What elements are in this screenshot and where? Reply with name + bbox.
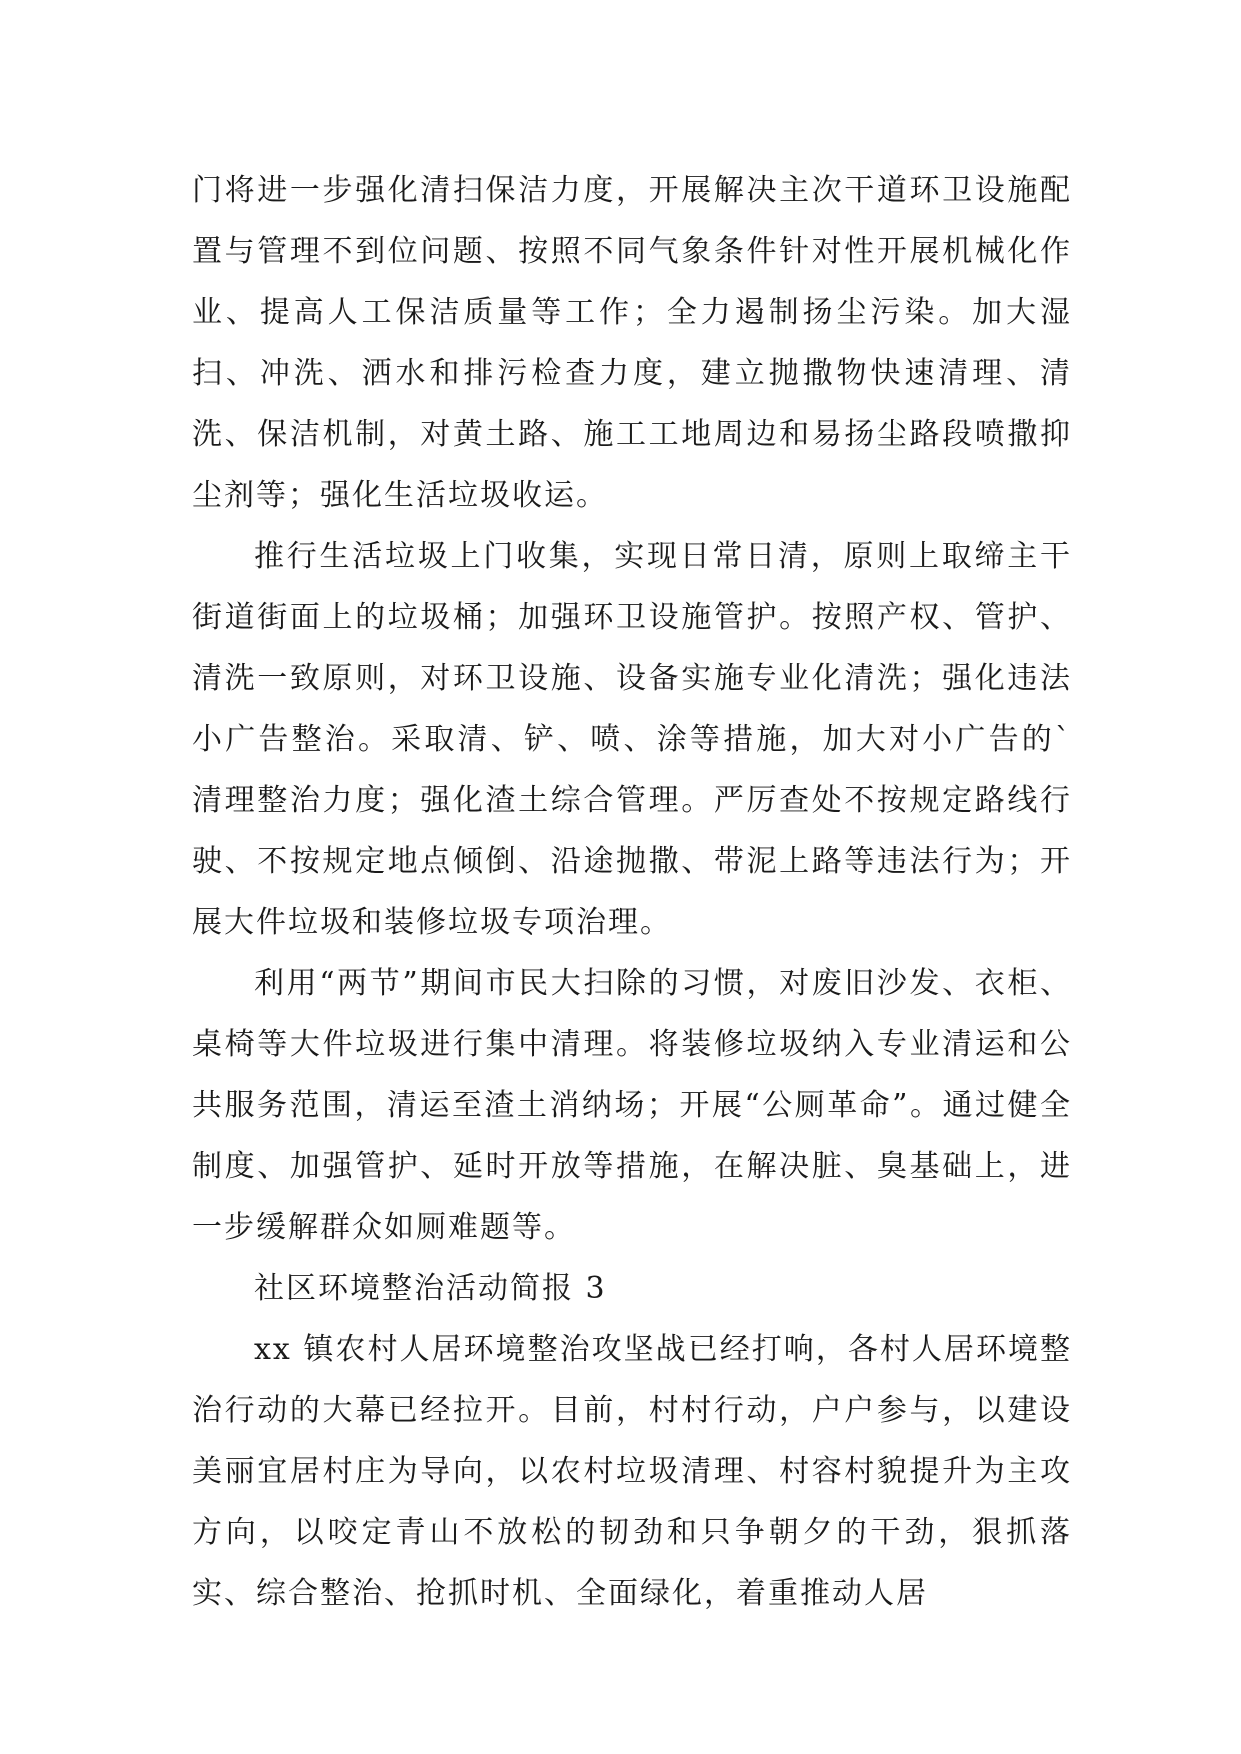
paragraph-2: 推行生活垃圾上门收集，实现日常日清，原则上取缔主干街道街面上的垃圾桶；加强环卫设施管护。按照产权、管护、清洗一致原则，对环卫设施、设备实施专业化清洗；强化违法小广告整治。采取清、铲、喷、涂等措施，加大对小广告的`清理整治力度；强化渣土综合管理。严厉查处不按规定路线行驶、不按规定地点倾倒、沿途抛撒、带泥上路等违法行为；开展大件垃圾和装修垃圾专项治理。 [192, 539, 1072, 940]
section-heading: 社区环境整治活动简报 3 [254, 1271, 607, 1306]
paragraph-4: xx 镇农村人居环境整治攻坚战已经打响，各村人居环境整治行动的大幕已经拉开。目前，村村行动，户户参与，以建设美丽宜居村庄为导向，以农村垃圾清理、村容村貌提升为主攻方向，以咬定青山不放松的韧劲和只争朝夕的干劲，狠抓落实、综合整治、抢抓时机、全面绿化，着重推动人居 [192, 1332, 1072, 1611]
paragraph-3: 利用“两节”期间市民大扫除的习惯，对废旧沙发、衣柜、桌椅等大件垃圾进行集中清理。将装修垃圾纳入专业清运和公共服务范围，清运至渣土消纳场；开展“公厕革命”。通过健全制度、加强管护、延时开放等措施，在解决脏、臭基础上，进一步缓解群众如厕难题等。 [192, 966, 1072, 1245]
paragraph-1: 门将进一步强化清扫保洁力度，开展解决主次干道环卫设施配置与管理不到位问题、按照不同气象条件针对性开展机械化作业、提高人工保洁质量等工作；全力遏制扬尘污染。加大湿扫、冲洗、洒水和排污检查力度，建立抛撒物快速清理、清洗、保洁机制，对黄土路、施工工地周边和易扬尘路段喷撒抑尘剂等；强化生活垃圾收运。 [192, 173, 1072, 513]
document-body [192, 160, 1072, 1624]
